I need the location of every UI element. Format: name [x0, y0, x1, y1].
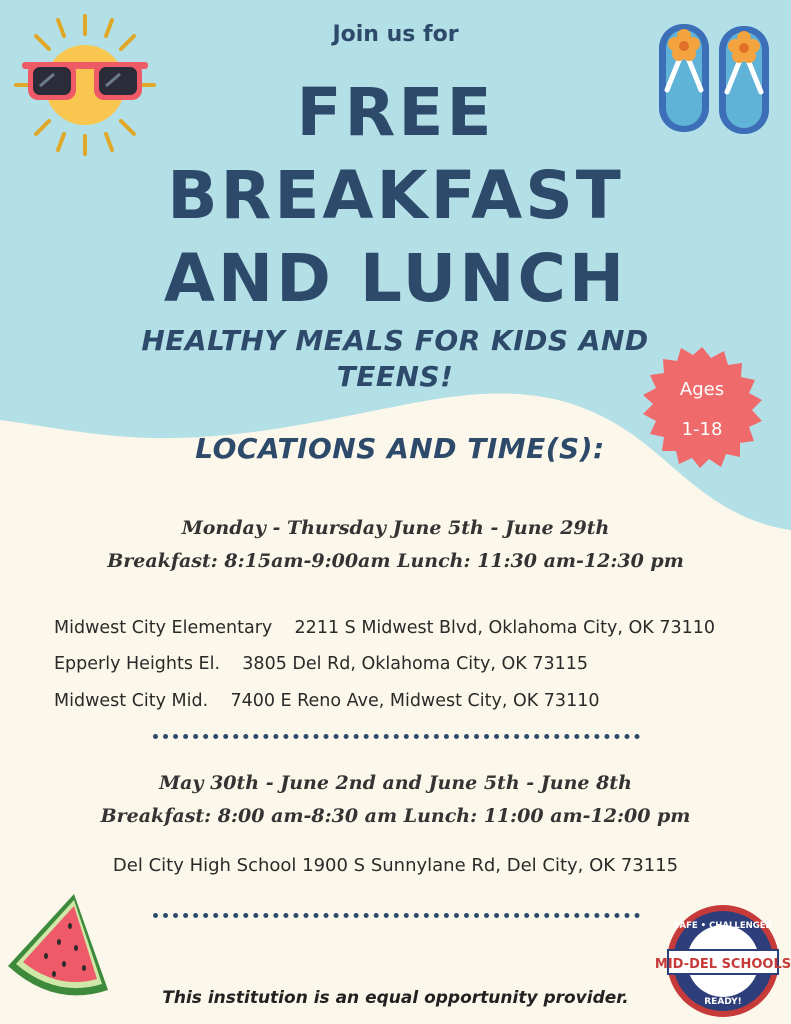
intro-text: Join us for: [332, 22, 459, 47]
badge-line-2: 1-18: [681, 419, 723, 440]
site-address: 3805 Del Rd, Oklahoma City, OK 73115: [242, 654, 588, 674]
site-name: Midwest City Elementary: [54, 618, 273, 638]
watermelon-icon: [4, 890, 112, 1002]
locations-heading: LOCATIONS AND TIME(S):: [195, 432, 605, 465]
logo-top-text: SAFE • CHALLENGED: [673, 921, 773, 931]
mid-del-schools-logo: [654, 902, 791, 1020]
equal-opportunity-statement: This institution is an equal opportunity provider.: [162, 988, 629, 1008]
session1-times: Breakfast: 8:15am-9:00am Lunch: 11:30 am-12:30 pm: [107, 550, 684, 572]
site-name: Midwest City Mid.: [54, 691, 209, 711]
badge-line-1: Ages: [679, 379, 725, 400]
dotted-divider-2: [153, 913, 640, 918]
site-address: 7400 E Reno Ave, Midwest City, OK 73110: [230, 691, 600, 711]
session2-times: Breakfast: 8:00 am-8:30 am Lunch: 11:00 am-12:00 pm: [100, 805, 691, 827]
site-address: 2211 S Midwest Blvd, Oklahoma City, OK 73110: [294, 618, 715, 638]
dotted-divider-1: [153, 734, 640, 739]
session1-dates: Monday - Thursday June 5th - June 29th: [181, 517, 610, 539]
subtitle: HEALTHY MEALS FOR KIDS AND TEENS!: [141, 324, 649, 393]
session2-dates: May 30th - June 2nd and June 5th - June 8th: [159, 772, 632, 794]
title-line-1: FREE: [296, 74, 495, 151]
session2-site: Del City High School 1900 S Sunnylane Rd, Del City, OK 73115: [112, 855, 679, 876]
session1-site-2: [54, 654, 588, 674]
site-name: Epperly Heights El.: [54, 654, 221, 674]
session1-site-3: [54, 691, 599, 711]
session1-site-1: [54, 618, 715, 638]
title-line-2: BREAKFAST: [167, 157, 624, 234]
logo-bottom-text: READY!: [704, 997, 742, 1007]
logo-main-text: MID-DEL SCHOOLS: [654, 957, 791, 972]
title-line-3: AND LUNCH: [163, 240, 628, 317]
